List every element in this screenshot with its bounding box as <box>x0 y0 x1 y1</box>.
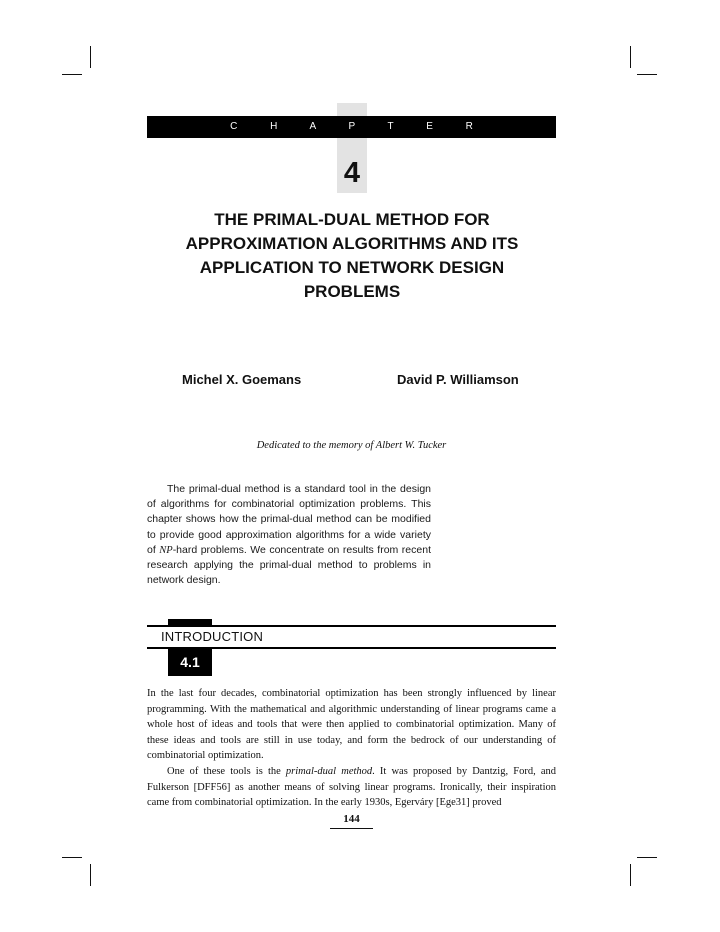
author-name: Michel X. Goemans <box>182 372 302 387</box>
section-title: INTRODUCTION <box>161 629 264 644</box>
body-emphasis: primal-dual method <box>285 765 373 777</box>
body-text <box>147 686 556 811</box>
abstract: The primal-dual method is a standard tool in the design of algorithms for combinatorial optimization problems. This chapter shows how the primal-dual method can be modified to provide good approximation algorithms for a wide variety of NP-hard problems. We concentrate on results from recent research applying the primal-dual method to problems in network design. <box>147 483 431 587</box>
crop-mark <box>90 864 91 886</box>
page-number: 144 <box>343 813 360 825</box>
body-paragraph: In the last four decades, combinatorial optimization has been strongly influenced by linear programming. With the mathematical and algorithmic understanding of linear programs came a whole host of ideas and tools that were then applied to combinatorial optimization. Many of these ideas and tools are still in use today, and form the bedrock of our understanding of combinatorial optimization. <box>147 688 556 762</box>
body-paragraph: One of these tools is the primal-dual method. It was proposed by Dantzig, Ford, and Fulkerson [DFF56] as another means of solving linear programs. Ironically, their inspiration came from combinatorial optimization. In the early 1930s, Egerváry [Ege31] proved <box>147 765 556 809</box>
crop-mark <box>90 46 91 68</box>
chapter-label: C H A P T E R <box>230 121 488 132</box>
section-rule-top <box>147 625 556 627</box>
crop-mark <box>62 857 82 858</box>
author-name: David P. Williamson <box>397 372 519 387</box>
crop-mark <box>637 74 657 75</box>
dedication: Dedicated to the memory of Albert W. Tucker <box>256 440 447 451</box>
chapter-number: 4 <box>343 157 361 189</box>
crop-mark <box>637 857 657 858</box>
abstract-emphasis: NP <box>159 544 173 556</box>
crop-mark <box>630 46 631 68</box>
crop-mark <box>630 864 631 886</box>
section-number: 4.1 <box>168 648 212 676</box>
crop-mark <box>62 74 82 75</box>
page-number-rule <box>330 828 373 829</box>
chapter-title: THE PRIMAL-DUAL METHOD FOR APPROXIMATION ALGORITHMS AND ITS APPLICATION TO NETWORK DESIGN PROBLEMS <box>185 210 519 301</box>
